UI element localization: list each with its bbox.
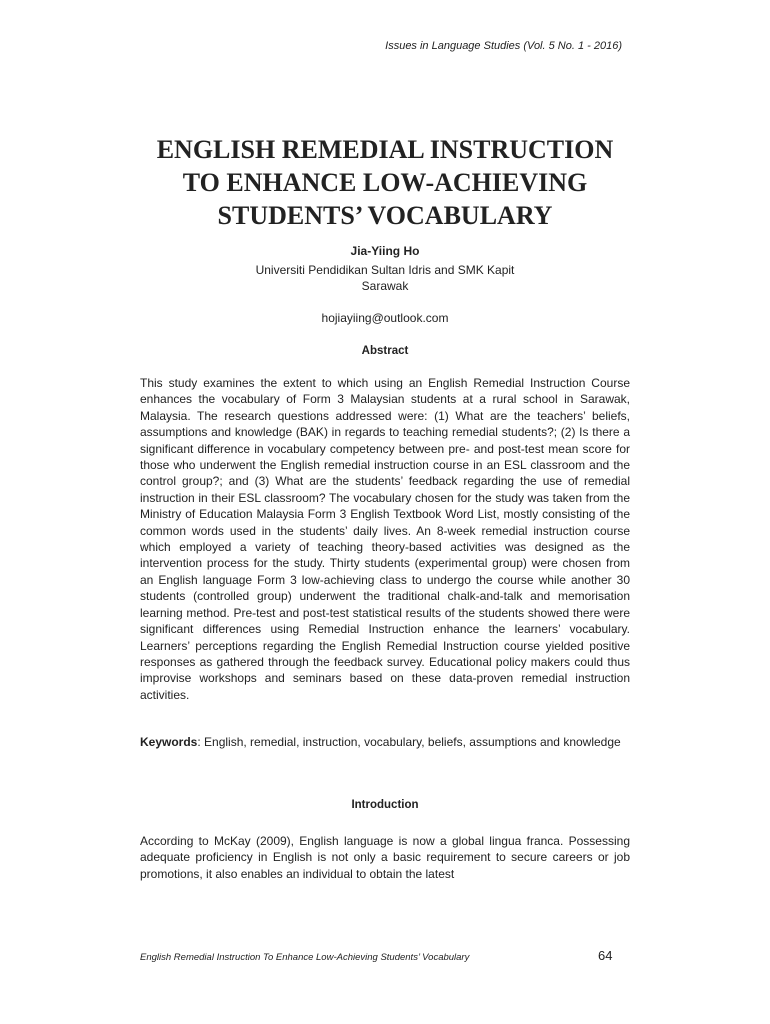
author-name: Jia-Yiing Ho: [350, 244, 420, 258]
introduction-heading: Introduction: [351, 799, 419, 811]
abstract-text: This study examines the extent to which using an English Remedial Instruction Course enhances the vocabulary of Form 3 Malaysian students at a rural school in Sarawak, Malaysia. The research questions addressed were: (1) What are the teachers’ beliefs, assumptions and knowledge (BAK) in regards to teaching remedial students?; (2) Is there a significant difference in vocabulary competency between pre- and post-test mean score for those who underwent the English remedial instruction course in an ESL classroom and the control group?; and (3) What are the students’ feedback regarding the use of remedial instruction in their ESL classroom? The vocabulary chosen for the study was taken from the Ministry of Education Malaysia Form 3 English Textbook Word List, mostly consisting of the common words used in the students’ daily lives. An 8-week remedial instruction course which employed a variety of teaching theory-based activities was designed as the intervention process for the study. Thirty students (experimental group) were chosen from an English language Form 3 low-achieving class to undergo the course while another 30 students (controlled group) underwent the traditional chalk-and-talk and memorisation learning method. Pre-test and post-test statistical results of the students showed there were significant differences using Remedial Instruction enhance the learners’ vocabulary. Learners’ perceptions regarding the English Remedial Instruction course yielded positive responses as gathered through the feedback survey. Educational policy makers could thus improvise workshops and seminars based on these data-proven remedial instruction activities.: [140, 376, 630, 702]
page-number: 64: [598, 948, 613, 963]
running-head: Issues in Language Studies (Vol. 5 No. 1 - 2016): [385, 40, 622, 52]
introduction-text: According to McKay (2009), English language is now a global lingua franca. Possessing adequate proficiency in English is not only a basic requirement to secure careers or job promotions, it also enables an individual to obtain the latest: [140, 834, 630, 881]
abstract-heading: Abstract: [361, 345, 409, 357]
title-line-2: TO ENHANCE LOW-ACHIEVING: [182, 168, 588, 197]
affiliation-line-1: Universiti Pendidikan Sultan Idris and SMK Kapit: [255, 263, 515, 277]
affiliation-line-2: Sarawak: [361, 279, 409, 293]
paper-title: [100, 133, 670, 232]
footer-running-title: English Remedial Instruction To Enhance Low-Achieving Students’ Vocabulary: [140, 952, 470, 963]
author-email: hojiayiing@outlook.com: [321, 311, 449, 325]
keywords-text: : English, remedial, instruction, vocabulary, beliefs, assumptions and knowledge: [197, 735, 621, 749]
keywords: [140, 734, 630, 750]
keywords-label: Keywords: [140, 735, 198, 749]
title-line-1: ENGLISH REMEDIAL INSTRUCTION: [156, 135, 614, 164]
title-line-3: STUDENTS’ VOCABULARY: [217, 201, 553, 230]
